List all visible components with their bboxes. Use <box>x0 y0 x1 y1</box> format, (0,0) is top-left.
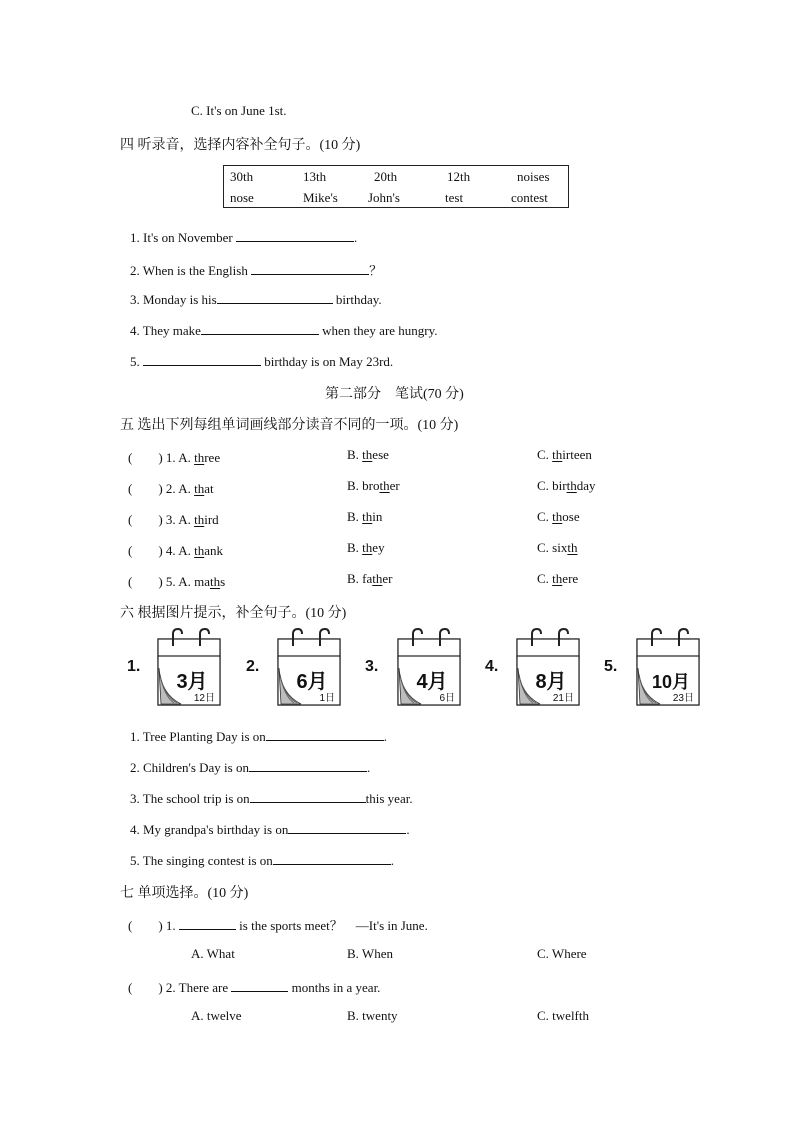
word-part: B. bro <box>347 478 380 493</box>
calendar-month: 8月 <box>535 671 567 693</box>
question-number: ( ) 1. <box>128 918 179 933</box>
question-number: ( ) 4. A. <box>128 543 195 558</box>
option-c[interactable] <box>537 478 596 494</box>
word-part: ere <box>562 571 579 586</box>
word-bank-item: nose <box>230 190 254 205</box>
section-5-title: 五 选出下列每组单词画线部分读音不同的一项。(10 分) <box>120 418 459 433</box>
sentence-text: 2. When is the English <box>130 263 252 278</box>
calendar-month: 10月 <box>651 672 691 692</box>
word-bank-item: 13th <box>303 169 327 184</box>
word-part: er <box>389 478 400 493</box>
word-part: ese <box>372 447 389 462</box>
picture-number: 4. <box>485 658 499 675</box>
underlined-letters: th <box>372 571 383 586</box>
sentence-text: 1. It's on November <box>130 230 236 245</box>
picture-number: 1. <box>127 658 141 675</box>
underlined-letters: th <box>567 540 578 555</box>
calendar-day: 21日 <box>552 693 574 704</box>
calendar-day: 12日 <box>193 693 215 704</box>
question-number: ( ) 2. There are <box>128 980 232 995</box>
sentence-text: ？ <box>369 263 383 278</box>
question-number: ( ) 5. A. <box>128 574 195 589</box>
option-b[interactable] <box>347 571 393 587</box>
option-a[interactable] <box>128 540 223 559</box>
word-part: C. <box>537 509 553 524</box>
sentence-text: 4. My grandpa's birthday is on <box>130 822 289 837</box>
sentence-text: 5. <box>130 354 143 369</box>
sentence-text: 4. They make <box>130 323 201 338</box>
fill-sentence <box>130 728 387 745</box>
sentence-text: 2. Children's Day is on <box>130 760 249 775</box>
word-part: C. <box>537 447 553 462</box>
picture-number: 3. <box>365 658 379 675</box>
section-7-title: 七 单项选择。(10 分) <box>120 886 249 901</box>
option-b[interactable] <box>347 540 385 556</box>
calendar-month: 3月 <box>176 671 208 693</box>
option-a[interactable] <box>128 478 214 497</box>
answer-blank[interactable] <box>143 353 261 366</box>
word-part: B. <box>347 509 363 524</box>
word-bank-item: John's <box>368 190 400 205</box>
word-bank-item: 12th <box>447 169 471 184</box>
choice-question <box>128 915 428 934</box>
calendar-picture <box>397 628 461 706</box>
word-bank-item: Mike's <box>303 190 338 205</box>
fill-sentence <box>130 353 393 370</box>
word-part: day <box>576 478 596 493</box>
section-4-title: 四 听录音，选择内容补全句子。(10 分) <box>120 138 361 153</box>
underlined-letters: th <box>552 509 563 524</box>
sentence-text: . <box>366 760 371 775</box>
word-part: ose <box>562 509 580 524</box>
option-c[interactable] <box>537 540 577 556</box>
underlined-letters: th <box>552 571 563 586</box>
answer-blank[interactable] <box>201 322 319 335</box>
question-number: ( ) 2. A. <box>128 481 195 496</box>
word-part: er <box>382 571 393 586</box>
word-part: ey <box>372 540 385 555</box>
word-bank-item: noises <box>517 169 550 184</box>
calendar-icon <box>516 628 580 706</box>
answer-blank[interactable] <box>273 852 391 865</box>
answer-blank[interactable] <box>266 728 384 741</box>
sentence-text: 3. Monday is his <box>130 292 217 307</box>
underlined-letters: th <box>362 509 373 524</box>
underlined-letters: th <box>379 478 390 493</box>
calendar-day: 23日 <box>672 693 694 704</box>
answer-blank[interactable] <box>236 229 354 242</box>
underlined-letters: th <box>194 543 205 558</box>
question-text: months in a year. <box>288 980 381 995</box>
previous-question-option-c: C. It's on June 1st. <box>191 103 287 118</box>
sentence-text: 1. Tree Planting Day is on <box>130 729 266 744</box>
answer-blank[interactable] <box>250 790 366 803</box>
calendar-month: 4月 <box>416 671 448 693</box>
fill-sentence <box>130 852 394 869</box>
calendar-icon <box>157 628 221 706</box>
word-bank-box <box>223 165 569 208</box>
word-part: B. <box>347 540 363 555</box>
word-part: irteen <box>562 447 592 462</box>
option-b[interactable] <box>347 447 389 463</box>
sentence-text: 5. The singing contest is on <box>130 853 273 868</box>
fill-sentence <box>130 260 382 279</box>
option-c[interactable]: C. twelfth <box>537 1008 589 1023</box>
word-part: B. fa <box>347 571 373 586</box>
fill-sentence <box>130 821 410 838</box>
option-a[interactable] <box>128 571 225 590</box>
sentence-text: . <box>390 853 395 868</box>
sentence-text: when they are hungry. <box>318 323 438 338</box>
fill-sentence <box>130 229 357 246</box>
option-c[interactable] <box>537 509 580 525</box>
option-b[interactable] <box>347 509 382 525</box>
option-a[interactable] <box>128 447 220 466</box>
word-part: ird <box>204 512 219 527</box>
calendar-icon <box>277 628 341 706</box>
answer-blank[interactable] <box>217 291 333 304</box>
calendar-icon <box>636 628 700 706</box>
part-2-title: 第二部分 笔试(70 分) <box>325 387 464 402</box>
option-b[interactable] <box>347 478 400 494</box>
answer-blank[interactable] <box>288 821 406 834</box>
underlined-letters: th <box>194 450 205 465</box>
word-part: ma <box>194 574 210 589</box>
picture-number: 2. <box>246 658 260 675</box>
question-number: ( ) 3. A. <box>128 512 195 527</box>
underlined-letters: th <box>552 447 563 462</box>
fill-sentence <box>130 322 438 339</box>
calendar-picture <box>157 628 221 706</box>
sentence-text: . <box>353 230 358 245</box>
word-bank-item: 20th <box>374 169 398 184</box>
fill-sentence <box>130 790 413 807</box>
option-a[interactable]: A. twelve <box>191 1008 242 1023</box>
option-c[interactable]: C. Where <box>537 946 587 961</box>
word-part: C. six <box>537 540 568 555</box>
word-part: C. bir <box>537 478 567 493</box>
underlined-letters: th <box>362 447 373 462</box>
option-b[interactable]: B. When <box>347 946 393 961</box>
underlined-letters: th <box>566 478 577 493</box>
word-part: in <box>372 509 383 524</box>
word-part: C. <box>537 571 553 586</box>
word-part: B. <box>347 447 363 462</box>
choice-question <box>128 977 380 996</box>
sentence-text: birthday. <box>332 292 382 307</box>
question-text: is the sports meet？ —It's in June. <box>235 918 428 933</box>
answer-blank[interactable] <box>231 979 288 992</box>
calendar-icon <box>397 628 461 706</box>
word-part: ank <box>204 543 223 558</box>
option-b[interactable]: B. twenty <box>347 1008 398 1023</box>
sentence-text: 3. The school trip is on <box>130 791 250 806</box>
sentence-text: . <box>406 822 410 837</box>
calendar-picture <box>277 628 341 706</box>
sentence-text: this year. <box>365 791 413 806</box>
underlined-letters: th <box>209 574 221 589</box>
option-a[interactable]: A. What <box>191 946 235 961</box>
section-6-title: 六 根据图片提示，补全句子。(10 分) <box>120 606 347 621</box>
word-bank-item: contest <box>511 190 548 205</box>
calendar-day: 1日 <box>319 693 335 704</box>
option-c[interactable] <box>537 447 592 463</box>
sentence-text: birthday is on May 23rd. <box>261 354 394 369</box>
underlined-letters: th <box>194 481 205 496</box>
word-part: s <box>220 574 226 589</box>
calendar-picture <box>636 628 700 706</box>
question-number: ( ) 1. A. <box>128 450 195 465</box>
word-bank-item: 30th <box>230 169 254 184</box>
sentence-text: . <box>383 729 388 744</box>
word-bank-item: test <box>445 190 464 205</box>
answer-blank[interactable] <box>249 759 367 772</box>
word-part: at <box>204 481 214 496</box>
calendar-month: 6月 <box>296 671 328 693</box>
fill-sentence <box>130 759 370 776</box>
underlined-letters: th <box>194 512 205 527</box>
answer-blank[interactable] <box>251 262 369 275</box>
option-c[interactable] <box>537 571 578 587</box>
picture-number: 5. <box>604 658 618 675</box>
option-a[interactable] <box>128 509 219 528</box>
calendar-day: 6日 <box>439 693 455 704</box>
word-part: ree <box>204 450 221 465</box>
answer-blank[interactable] <box>179 917 236 930</box>
fill-sentence <box>130 291 382 308</box>
underlined-letters: th <box>362 540 373 555</box>
calendar-picture <box>516 628 580 706</box>
